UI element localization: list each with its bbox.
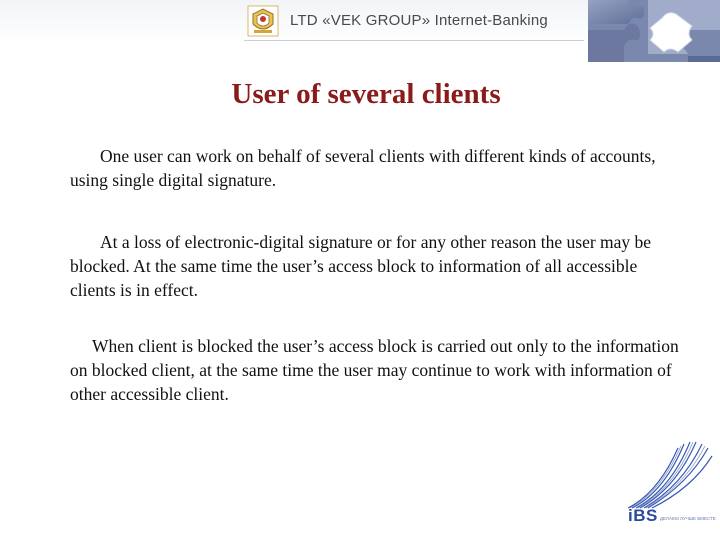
coat-of-arms-logo-icon	[246, 4, 280, 38]
header-divider	[244, 40, 584, 41]
paragraph-3: When client is blocked the user’s access block is carried out only to the information on blocked client, at the same time the user may continue to work with information of other accessible client.	[70, 336, 679, 404]
app-title: LTD «VEK GROUP» Internet-Banking	[290, 12, 548, 29]
ibs-brand-text: iBS	[628, 506, 658, 525]
ibs-swirl-logo-icon	[618, 438, 714, 510]
page-title: User of several clients	[231, 78, 501, 110]
puzzle-pieces-icon	[588, 0, 720, 62]
paragraph-2: At a loss of electronic-digital signature or for any other reason the user may be blocked. At the same time the user’s access block to information of all accessible clients is in effect.	[70, 232, 652, 300]
paragraph-1: One user can work on behalf of several clients with different kinds of accounts, using single digital signature.	[70, 146, 656, 190]
ibs-brand-subtitle: ДЕЛАЕМ ЛУЧШЕ ВМЕСТЕ	[660, 516, 716, 521]
